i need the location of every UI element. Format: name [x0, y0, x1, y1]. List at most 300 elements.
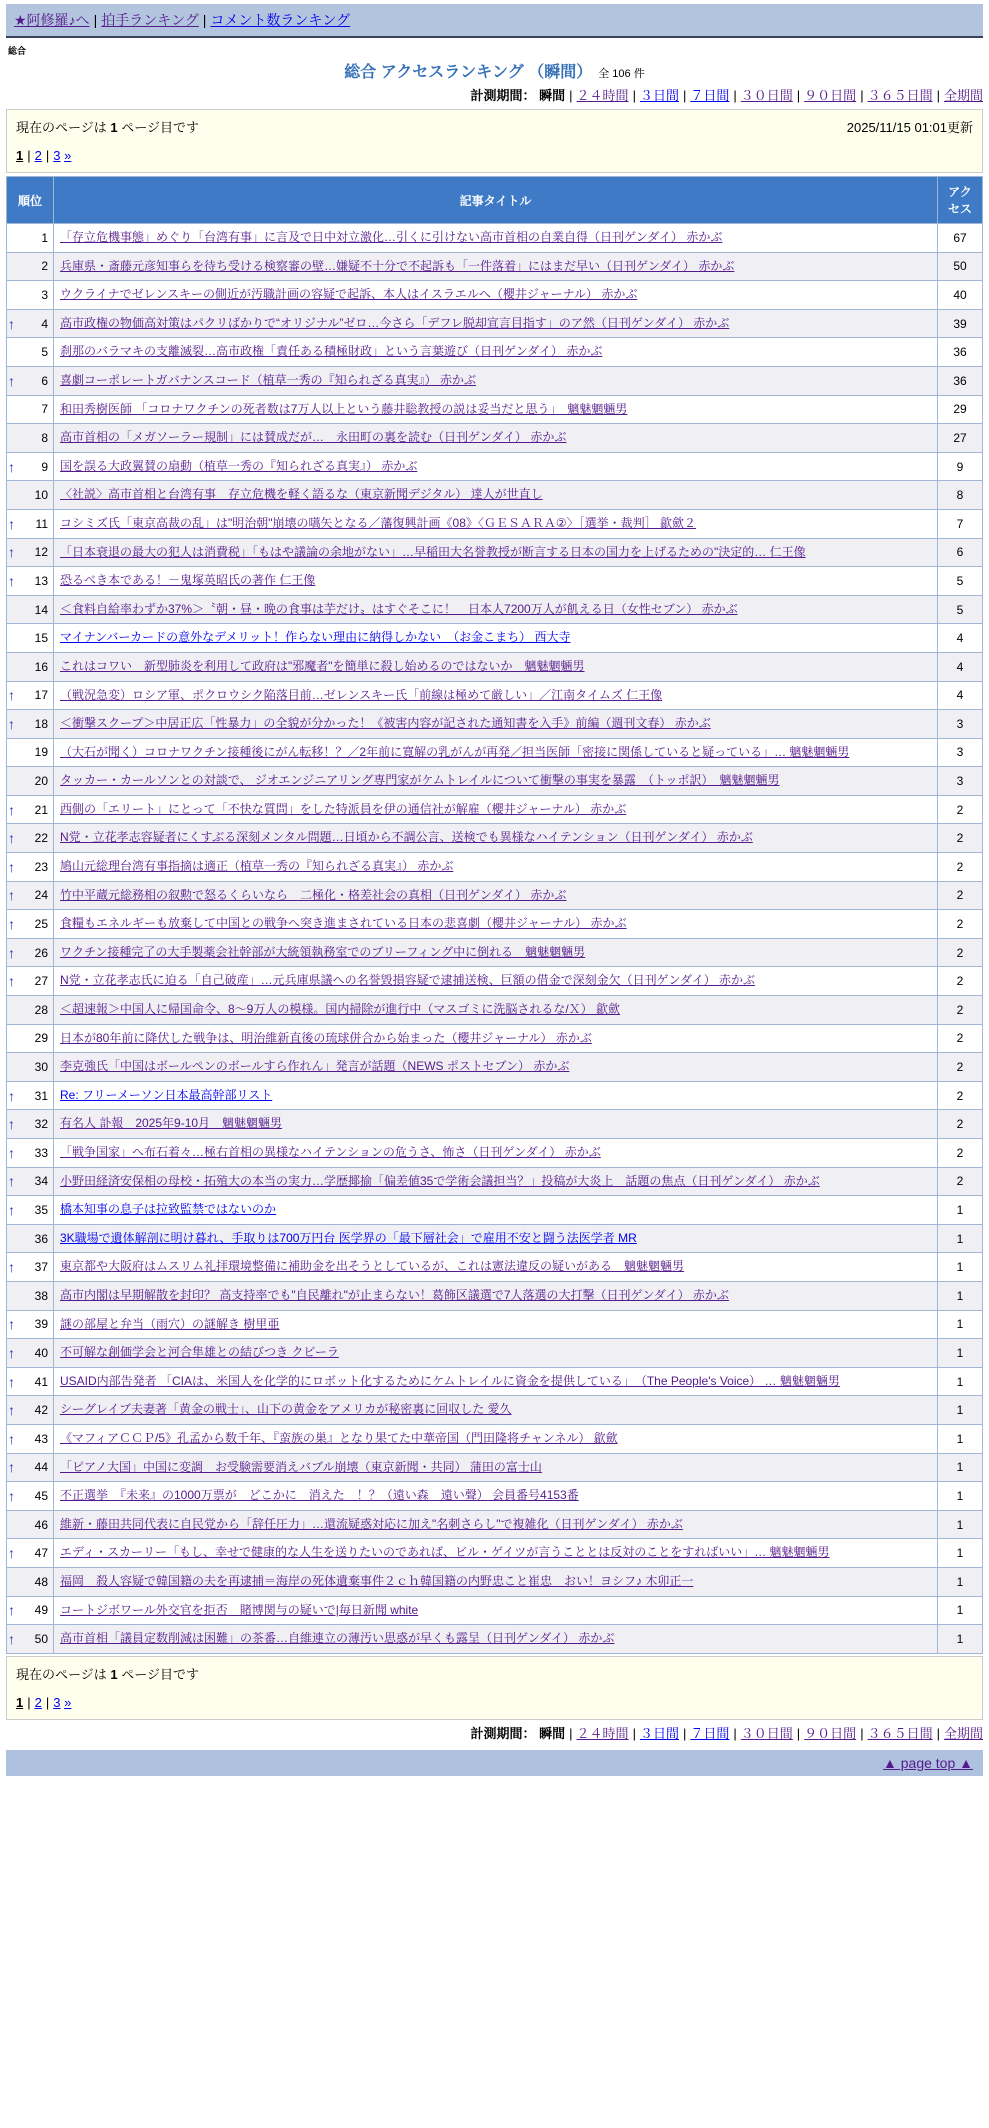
title-column-header: 記事タイトル [54, 177, 938, 224]
access-count: 2 [938, 938, 983, 967]
rank-up-arrow-icon: ↑ [8, 858, 15, 875]
period-link[interactable]: ３０日間 [740, 1725, 793, 1741]
period-link[interactable]: ９０日間 [804, 88, 857, 103]
article-title-cell [54, 681, 938, 710]
article-link[interactable]: エディ・スカーリー「もし、幸せで健康的な人生を送りたいのであれば、ビル・ゲイツが言うこととは反対のことをすればいい」… 魑魅魍魎男 [60, 1545, 830, 1560]
rank-number: 6 [41, 373, 48, 388]
separator: | [682, 88, 687, 103]
page-title: 総合 アクセスランキング （瞬間） [344, 64, 593, 81]
article-title-cell [54, 1339, 938, 1368]
separator: | [733, 1725, 737, 1741]
separator: | [27, 1694, 31, 1710]
table-row [7, 853, 983, 882]
rank-cell [7, 996, 54, 1025]
access-count: 2 [938, 996, 983, 1025]
article-title-cell [54, 1367, 938, 1396]
table-row [7, 1110, 983, 1139]
topbar-link[interactable]: コメント数ランキング [210, 12, 351, 28]
table-row [7, 1567, 983, 1596]
article-link[interactable]: 食糧もエネルギーも放棄して中国との戦争へ突き進まされている日本の悲喜劇（櫻井ジャーナル） 赤かぶ [60, 916, 627, 931]
article-title-cell [54, 738, 938, 767]
rank-cell [7, 538, 54, 567]
article-title-cell [54, 910, 938, 939]
pagination-next-link[interactable]: » [64, 148, 72, 163]
access-count: 4 [938, 652, 983, 681]
rank-cell [7, 224, 54, 253]
table-row [7, 1081, 983, 1110]
rank-up-arrow-icon: ↑ [8, 1630, 15, 1647]
table-row [7, 1167, 983, 1196]
access-count: 2 [938, 1167, 983, 1196]
current-page-number: 1 [110, 1666, 118, 1682]
article-link[interactable]: 竹中平蔵元総務相の叙勲で怒るくらいなら 二極化・格差社会の真相（日刊ゲンダイ） 赤かぶ [60, 887, 567, 902]
rank-up-arrow-icon: ↑ [8, 372, 15, 389]
topbar-link[interactable]: ★阿修羅♪へ [14, 12, 90, 28]
table-row [7, 281, 983, 310]
rank-cell [7, 853, 54, 882]
rank-cell [7, 338, 54, 367]
rank-number: 22 [34, 831, 48, 846]
period-link[interactable]: ７日間 [690, 88, 730, 103]
access-count: 1 [938, 1567, 983, 1596]
table-row [7, 252, 983, 281]
access-count: 6 [938, 538, 983, 567]
table-row [7, 395, 983, 424]
rank-cell [7, 1053, 54, 1082]
article-link[interactable]: 恐るべき本である！－鬼塚英昭氏の著作 仁王像 [60, 573, 316, 588]
article-link[interactable]: 国を誤る大政翼賛の扇動（植草一秀の『知られざる真実』） 赤かぶ [60, 458, 418, 473]
separator: | [632, 1725, 636, 1741]
table-row [7, 538, 983, 567]
article-title-cell [54, 824, 938, 853]
article-title-cell [54, 1110, 938, 1139]
rank-number: 43 [34, 1431, 48, 1446]
rank-number: 24 [34, 888, 48, 903]
article-title-cell [54, 538, 938, 567]
article-title-cell [54, 1625, 938, 1654]
current-page-prefix: 現在のページは [16, 1666, 111, 1682]
article-title-cell [54, 424, 938, 453]
rank-up-arrow-icon: ↑ [8, 1087, 15, 1104]
access-count: 9 [938, 452, 983, 481]
article-title-cell [54, 595, 938, 624]
rank-cell [7, 738, 54, 767]
page-info-panel-bottom [6, 1656, 983, 1720]
rank-up-arrow-icon: ↑ [8, 1602, 15, 1619]
separator: | [569, 1725, 573, 1741]
article-link[interactable]: 鳩山元総理台湾有事指摘は適正（植草一秀の『知られざる真実』） 赤かぶ [60, 859, 454, 874]
article-title-cell [54, 281, 938, 310]
table-row [7, 1510, 983, 1539]
rank-cell [7, 881, 54, 910]
article-link[interactable]: 兵庫県・斎藤元彦知事らを待ち受ける検察審の壁…嫌疑不十分で不起訴も「一件落着」にはまだ早い（日刊ゲンダイ） 赤かぶ [60, 258, 735, 273]
article-title-cell [54, 1510, 938, 1539]
table-row [7, 795, 983, 824]
access-count: 2 [938, 853, 983, 882]
rank-number: 36 [34, 1231, 48, 1246]
article-link[interactable]: （大石が聞く）コロナワクチン接種後にがん転移！？／2年前に寛解の乳がんが再発／担当医師「密接に関係していると疑っている」… 魑魅魍魎男 [60, 744, 850, 759]
article-link[interactable]: 「日本衰退の最大の犯人は消費税」「もはや議論の余地がない」…早稲田大名誉教授が断言する日本の国力を上げるための"決定的… 仁王像 [60, 544, 806, 559]
rank-number: 3 [41, 287, 48, 302]
rank-number: 47 [34, 1546, 48, 1561]
period-current: 瞬間 [539, 1725, 566, 1741]
period-label: 計測期間： [470, 1725, 540, 1741]
rank-up-arrow-icon: ↑ [8, 1402, 15, 1419]
table-row [7, 652, 983, 681]
period-link[interactable]: ３６５日間 [867, 1725, 933, 1741]
article-link[interactable]: 不正選挙 『未来』の1000万票が どこかに 消えた ！？（遠い森 遠い聲） 会員番号4153番 [60, 1488, 579, 1503]
rank-cell [7, 681, 54, 710]
article-title-cell [54, 1424, 938, 1453]
rank-up-arrow-icon: ↑ [8, 572, 15, 589]
top-nav-bar [6, 4, 983, 38]
access-count: 1 [938, 1625, 983, 1654]
article-link[interactable]: ＜衝撃スクープ＞中居正広「性暴力」の全貌が分かった！《被害内容が記された通知書を入手》前編（週刊文春） 赤かぶ [60, 716, 711, 731]
article-link[interactable]: ワクチン接種完了の大手製薬会社幹部が大統領執務室でのブリーフィング中に倒れる 魑魅魍魎男 [60, 944, 586, 959]
rank-cell [7, 1424, 54, 1453]
rank-number: 49 [34, 1603, 48, 1618]
table-row [7, 452, 983, 481]
access-count: 4 [938, 681, 983, 710]
current-page-text [16, 117, 199, 136]
article-title-cell [54, 795, 938, 824]
rank-cell [7, 1310, 54, 1339]
access-count: 3 [938, 710, 983, 739]
pagination-page-link[interactable]: 2 [34, 1694, 42, 1710]
period-label: 計測期間： [470, 88, 540, 103]
rank-number: 12 [34, 545, 48, 560]
article-title-cell [54, 1596, 938, 1625]
rank-cell [7, 1081, 54, 1110]
period-link[interactable]: 全期間 [943, 88, 983, 103]
article-link[interactable]: ウクライナでゼレンスキーの側近が汚職計画の容疑で起訴、本人はイスラエルへ（櫻井ジャーナル） 赤かぶ [60, 287, 638, 302]
table-row [7, 1053, 983, 1082]
current-page-prefix: 現在のページは [16, 120, 111, 135]
article-title-cell [54, 1224, 938, 1253]
rank-cell [7, 624, 54, 653]
access-count: 3 [938, 767, 983, 796]
table-row [7, 710, 983, 739]
access-count: 1 [938, 1453, 983, 1482]
separator: | [860, 88, 864, 103]
rank-cell [7, 567, 54, 596]
table-row [7, 509, 983, 538]
article-title-cell [54, 967, 938, 996]
rank-number: 21 [34, 802, 48, 817]
access-count: 5 [938, 595, 983, 624]
table-row [7, 1139, 983, 1168]
article-link[interactable]: 和田秀樹医師 「コロナワクチンの死者数は7万人以上という藤井聡教授の説は妥当だと思う」 魑魅魍魎男 [60, 401, 628, 416]
article-link[interactable]: Re: フリーメーソン日本最高幹部リスト [60, 1087, 273, 1102]
article-link[interactable]: これはコワい 新型肺炎を利用して政府は"邪魔者"を簡単に殺し始めるのではないか 魑魅魍魎男 [60, 658, 585, 673]
article-title-cell [54, 1253, 938, 1282]
separator: | [45, 1694, 50, 1710]
article-link[interactable]: （戦況急変）ロシア軍、ポクロウシク陥落目前…ゼレンスキー氏「前線は極めて厳しい」／江南タイムズ 仁王像 [60, 687, 663, 702]
table-row [7, 481, 983, 510]
rank-number: 8 [41, 430, 48, 445]
article-title-cell [54, 1167, 938, 1196]
rank-up-arrow-icon: ↑ [8, 830, 15, 847]
rank-up-arrow-icon: ↑ [8, 715, 15, 732]
access-count: 50 [938, 252, 983, 281]
article-link[interactable]: N党・立花孝志氏に迫る「自己破産」…元兵庫県議への名誉毀損容疑で逮捕送検、巨額の借金で深刻金欠（日刊ゲンダイ） 赤かぶ [60, 973, 756, 988]
article-title-cell [54, 452, 938, 481]
article-link[interactable]: 高市内閣は早期解散を封印？ 高支持率でも"自民離れ"が止まらない！葛飾区議選で7人落選の大打撃（日刊ゲンダイ） 赤かぶ [60, 1287, 729, 1302]
rank-number: 14 [34, 602, 48, 617]
period-link[interactable]: ２４時間 [576, 1725, 629, 1741]
rank-cell [7, 395, 54, 424]
rank-number: 33 [34, 1145, 48, 1160]
access-count: 29 [938, 395, 983, 424]
access-count: 1 [938, 1253, 983, 1282]
rank-cell [7, 481, 54, 510]
article-link[interactable]: 3K職場で遺体解剖に明け暮れ、手取りは700万円台 医学界の「最下層社会」で雇用不安と闘う法医学者 MR [60, 1230, 637, 1245]
current-page-number: 1 [110, 120, 118, 135]
article-link[interactable]: 「存立危機事態」めぐり「台湾有事」に言及で日中対立激化…引くに引けない高市首相の自業自得（日刊ゲンダイ） 赤かぶ [60, 230, 723, 244]
table-row [7, 738, 983, 767]
rank-cell [7, 1596, 54, 1625]
article-link[interactable]: 高市首相の「メガソーラー規制」には賛成だが… 永田町の裏を読む（日刊ゲンダイ） 赤かぶ [60, 430, 567, 445]
topbar-link[interactable]: 拍手ランキング [101, 12, 199, 28]
table-row [7, 767, 983, 796]
pagination-current-page: 1 [16, 148, 24, 163]
table-header-row [7, 177, 983, 224]
access-count: 2 [938, 1053, 983, 1082]
rank-number: 2 [41, 259, 48, 274]
ranking-table [6, 176, 983, 1654]
access-count: 1 [938, 1396, 983, 1425]
rank-number: 4 [41, 316, 48, 331]
access-count: 1 [938, 1510, 983, 1539]
rank-up-arrow-icon: ↑ [8, 1430, 15, 1447]
rank-up-arrow-icon: ↑ [8, 801, 15, 818]
access-count: 5 [938, 567, 983, 596]
separator: | [796, 1725, 801, 1741]
table-row [7, 1539, 983, 1568]
article-link[interactable]: 高市政権の物価高対策はパクリばかりで“オリジナル”ゼロ…今さら「デフレ脱却宣言目指す」のア然（日刊ゲンダイ） 赤かぶ [60, 315, 730, 330]
rank-cell [7, 1510, 54, 1539]
pagination-next-link[interactable]: » [64, 1694, 72, 1710]
article-link[interactable]: 「ピアノ大国」中国に変調 お受験需要消えバブル崩壊（東京新聞・共同） 蒲田の富士山 [60, 1459, 542, 1474]
article-link[interactable]: 喜劇コーポレートガバナンスコード（植草一秀の『知られざる真実』） 赤かぶ [60, 372, 477, 387]
rank-number: 39 [34, 1317, 48, 1332]
article-title-cell [54, 1567, 938, 1596]
access-count: 1 [938, 1539, 983, 1568]
rank-cell [7, 910, 54, 939]
rank-number: 35 [34, 1202, 48, 1217]
table-row [7, 309, 983, 338]
article-title-cell [54, 567, 938, 596]
rank-number: 45 [34, 1488, 48, 1503]
article-link[interactable]: 西側の「エリート」にとって「不快な質問」をした特派員を伊の通信社が解雇（櫻井ジャーナル） 赤かぶ [60, 801, 627, 816]
rank-cell [7, 281, 54, 310]
rank-number: 19 [34, 745, 48, 760]
current-page-suffix: ページ目です [117, 1666, 199, 1682]
rank-number: 31 [34, 1088, 48, 1103]
page-top-link[interactable]: ▲ page top ▲ [883, 1754, 973, 1771]
table-row [7, 1424, 983, 1453]
table-row [7, 938, 983, 967]
access-count: 4 [938, 624, 983, 653]
separator: | [632, 88, 636, 103]
rank-up-arrow-icon: ↑ [8, 1144, 15, 1161]
article-link[interactable]: 橋本知事の息子は拉致監禁ではないのか [60, 1202, 277, 1217]
access-count: 1 [938, 1424, 983, 1453]
rank-up-arrow-icon: ↑ [8, 1487, 15, 1504]
period-link[interactable]: ９０日間 [804, 1725, 857, 1741]
separator: | [27, 148, 31, 163]
article-title-cell [54, 1053, 938, 1082]
access-count: 1 [938, 1196, 983, 1225]
separator: | [45, 148, 50, 163]
article-title-cell [54, 996, 938, 1025]
article-link[interactable]: 福岡 殺人容疑で韓国籍の夫を再逮捕＝海岸の死体遺棄事件２ｃｈ韓国籍の内野忠こと崔忠 おい！ヨシフ♪ 木卯正一 [60, 1573, 694, 1588]
table-row [7, 424, 983, 453]
access-count: 1 [938, 1281, 983, 1310]
table-row [7, 1482, 983, 1511]
rank-number: 25 [34, 917, 48, 932]
rank-cell [7, 1453, 54, 1482]
period-link[interactable]: ２４時間 [576, 88, 629, 103]
article-link[interactable]: N党・立花孝志容疑者にくすぶる深刻メンタル問題…日頃から不調公言、送検でも異様なハイテンション（日刊ゲンダイ） 赤かぶ [60, 830, 753, 845]
pagination-bottom [16, 1695, 973, 1710]
article-title-cell [54, 938, 938, 967]
article-link[interactable]: コシミズ氏「東京高裁の乱」は"明治朝"崩壊の嚆矢となる／藩復興計画《08》〈ＧＥＳＡＲＡ②〉［選挙・裁判］ 歙歛２ [60, 515, 696, 530]
rank-number: 41 [34, 1374, 48, 1389]
access-count: 2 [938, 1024, 983, 1053]
rank-cell [7, 1253, 54, 1282]
rank-number: 29 [34, 1031, 48, 1046]
period-current: 瞬間 [539, 88, 566, 103]
article-link[interactable]: 東京都や大阪府はムスリム礼拝環境整備に補助金を出そうとしているが、これは憲法違反の疑いがある 魑魅魍魎男 [60, 1259, 685, 1274]
article-link[interactable]: 〈社説〉高市首相と台湾有事 存立危機を軽く語るな（東京新聞デジタル） 達人が世直し [60, 487, 543, 502]
pagination-page-link[interactable]: 3 [53, 1694, 61, 1710]
access-count: 2 [938, 1110, 983, 1139]
period-link[interactable]: ３日間 [639, 1725, 679, 1741]
article-title-cell [54, 624, 938, 653]
rank-cell [7, 509, 54, 538]
rank-cell [7, 252, 54, 281]
rank-up-arrow-icon: ↑ [8, 515, 15, 532]
article-title-cell [54, 1139, 938, 1168]
table-row [7, 595, 983, 624]
article-link[interactable]: 謎の部屋と弁当（雨穴）の謎解き 樹里亜 [60, 1316, 280, 1331]
rank-cell [7, 366, 54, 395]
rank-number: 27 [34, 974, 48, 989]
rank-cell [7, 767, 54, 796]
rank-up-arrow-icon: ↑ [8, 1259, 15, 1276]
rank-number: 26 [34, 945, 48, 960]
table-row [7, 1339, 983, 1368]
access-count: 1 [938, 1482, 983, 1511]
access-count: 40 [938, 281, 983, 310]
rank-number: 23 [34, 859, 48, 874]
rank-cell [7, 595, 54, 624]
article-link[interactable]: USAID内部告発者 「CIAは、米国人を化学的にロボット化するためにケムトレイルに資金を提供している」 （The People's Voice） … 魑魅魍魎男 [60, 1373, 840, 1388]
access-count: 1 [938, 1224, 983, 1253]
rank-up-arrow-icon: ↑ [8, 973, 15, 990]
separator: | [569, 88, 573, 103]
rank-cell [7, 1482, 54, 1511]
rank-number: 42 [34, 1403, 48, 1418]
current-page-text [16, 1664, 199, 1683]
article-link[interactable]: 不可解な創価学会と河合隼雄との結びつき クビーラ [60, 1345, 339, 1360]
article-link[interactable]: マイナンバーカードの意外なデメリット！作らない理由に納得しかない （お金こまち） 西大寺 [60, 630, 571, 645]
rank-number: 15 [34, 631, 48, 646]
period-link[interactable]: ３６５日間 [867, 88, 933, 103]
article-link[interactable]: 高市首相「議員定数削減は困難」の茶番…自維連立の薄汚い思惑が早くも露呈（日刊ゲンダイ） 赤かぶ [60, 1631, 615, 1646]
rank-cell [7, 1539, 54, 1568]
rank-number: 46 [34, 1517, 48, 1532]
article-link[interactable]: ＜食料自給率わずか37%＞〝朝・昼・晩の食事は芋だけ〟はすぐそこに！ 日本人7200万人が飢える日（女性セブン） 赤かぶ [60, 601, 738, 616]
article-title-cell [54, 224, 938, 253]
table-row [7, 1024, 983, 1053]
rank-cell [7, 1196, 54, 1225]
rank-cell [7, 1396, 54, 1425]
article-link[interactable]: ＜超速報＞中国人に帰国命令、8～9万人の模様。国内掃除が進行中（マスゴミに洗脳されるな/Ｘ） 歙歛 [60, 1002, 621, 1017]
current-page-suffix: ページ目です [117, 120, 199, 135]
rank-number: 11 [35, 516, 48, 531]
rank-cell [7, 452, 54, 481]
article-title-cell [54, 1396, 938, 1425]
pagination-page-link[interactable]: 2 [34, 148, 42, 163]
table-row [7, 1253, 983, 1282]
article-title-cell [54, 395, 938, 424]
rank-up-arrow-icon: ↑ [8, 1545, 15, 1562]
separator: | [936, 88, 940, 103]
table-row [7, 681, 983, 710]
access-count: 1 [938, 1367, 983, 1396]
title-line [6, 59, 983, 82]
period-link[interactable]: ３０日間 [740, 88, 793, 103]
article-link[interactable]: タッカー・カールソンとの対談で、 ジオエンジニアリング専門家がケムトレイルについて衝撃の事実を暴露 （トッポ訳） 魑魅魍魎男 [60, 773, 780, 788]
article-link[interactable]: シーグレイブ夫妻著「黄金の戦士」、山下の黄金をアメリカが秘密裏に回収した 愛久 [60, 1402, 512, 1417]
article-link[interactable]: 李克強氏「中国はボールペンのボールすら作れん」発言が話題（NEWS ポストセブン） 赤かぶ [60, 1059, 570, 1074]
period-selector-bottom [6, 1723, 983, 1742]
article-title-cell [54, 481, 938, 510]
access-count: 2 [938, 881, 983, 910]
article-link[interactable]: 《マフィアＣＣＰ/5》孔孟から数千年、『蛮族の巣』となり果てた中華帝国（門田隆将チャンネル） 歙歛 [60, 1430, 618, 1445]
table-row [7, 1281, 983, 1310]
table-row [7, 996, 983, 1025]
table-row [7, 1625, 983, 1654]
rank-up-arrow-icon: ↑ [8, 1116, 15, 1133]
period-link[interactable]: ３日間 [639, 88, 679, 103]
access-count: 7 [938, 509, 983, 538]
access-count: 39 [938, 309, 983, 338]
rank-up-arrow-icon: ↑ [8, 887, 15, 904]
access-count: 2 [938, 910, 983, 939]
table-row [7, 338, 983, 367]
pagination-page-link[interactable]: 3 [53, 148, 61, 163]
article-link[interactable]: 小野田経済安保相の母校・拓殖大の本当の実力…学歴揶揄「偏差値35で学術会議担当？」投稿が大炎上 話題の焦点（日刊ゲンダイ） 赤かぶ [60, 1173, 820, 1188]
period-link[interactable]: ７日間 [690, 1725, 730, 1741]
rank-cell [7, 1281, 54, 1310]
article-link[interactable]: 「戦争国家」へ布石着々…極右首相の異様なハイテンションの危うさ、怖さ（日刊ゲンダイ） 赤かぶ [60, 1145, 601, 1159]
separator: | [202, 12, 207, 28]
period-link[interactable]: 全期間 [943, 1725, 983, 1741]
access-count: 2 [938, 1081, 983, 1110]
article-link[interactable]: 日本が80年前に降伏した戦争は、明治維新直後の琉球併合から始まった（櫻井ジャーナル） 赤かぶ [60, 1030, 592, 1045]
rank-number: 28 [34, 1002, 48, 1017]
rank-cell [7, 1110, 54, 1139]
rank-number: 10 [34, 488, 48, 503]
article-link[interactable]: 維新・藤田共同代表に自民党から「辞任圧力」…還流疑惑対応に加え"名刺さらし"で複雑化（日刊ゲンダイ） 赤かぶ [60, 1516, 683, 1531]
article-link[interactable]: コートジボワール外交官を拒否 賭博関与の疑いで|毎日新聞 white [60, 1602, 419, 1617]
article-link[interactable]: 刹那のバラマキの支離滅裂…高市政権「責任ある積極財政」という言葉遊び（日刊ゲンダイ） 赤かぶ [60, 344, 603, 359]
article-link[interactable]: 有名人 訃報 2025年9-10月 魑魅魍魎男 [60, 1116, 283, 1131]
table-row [7, 224, 983, 253]
